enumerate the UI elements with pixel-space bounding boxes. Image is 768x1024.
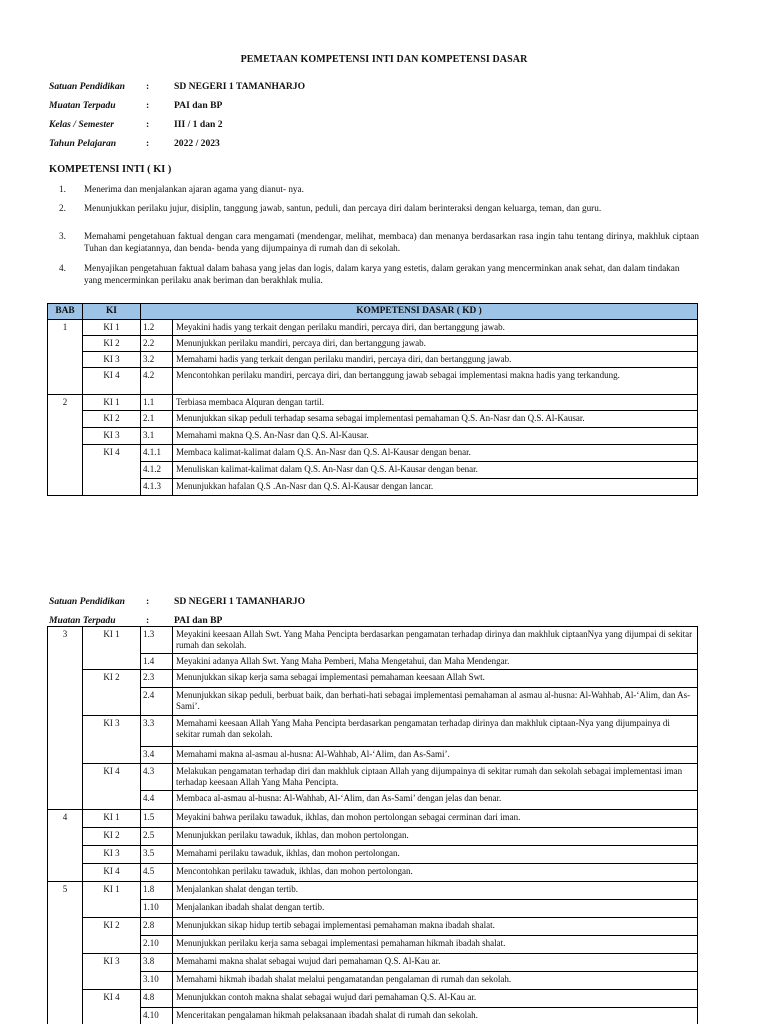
kd-number: 4.3 (141, 764, 173, 791)
ki-text: Menunjukkan perilaku jujur, disiplin, tanggung jawab, santun, peduli, dan percaya diri dalam berinteraksi dengan keluarga, teman, dan guru. (84, 203, 602, 213)
ki-cell: KI 2 (83, 670, 141, 716)
kd-text: Menjalankan ibadah shalat dengan tertib. (173, 900, 698, 918)
kd-number: 1.8 (141, 882, 173, 900)
ki-cell: KI 3 (83, 428, 141, 445)
ki-cell: KI 4 (83, 864, 141, 882)
kd-text: Menunjukkan sikap peduli, berbuat baik, dan berhati-hati sebagai implementasi pemahaman al asmau al-husna: Al-Wahhab, Al-‘Alim, dan As-Sami’. (173, 688, 698, 716)
ki-cell: KI 1 (83, 810, 141, 828)
kd-number: 2.8 (141, 918, 173, 936)
info-value: SD NEGERI 1 TAMANHARJO (174, 81, 306, 92)
ki-number: 2. (59, 203, 66, 213)
table-row (48, 918, 698, 936)
ki-cell: KI 3 (83, 352, 141, 368)
kd-number: 4.1.1 (141, 445, 173, 462)
table-row (48, 320, 698, 336)
ki-cell: KI 1 (83, 395, 141, 411)
kd-text: Menunjukkan hafalan Q.S .An-Nasr dan Q.S. Al-Kausar dengan lancar. (173, 479, 698, 496)
table-row (48, 428, 698, 445)
table-row (48, 747, 698, 764)
table-row (48, 336, 698, 352)
table-row (48, 810, 698, 828)
ki-cell: KI 4 (83, 445, 141, 496)
ki-cell: KI 2 (83, 336, 141, 352)
info-value: PAI dan BP (174, 615, 223, 626)
table-row (48, 395, 698, 411)
kd-text: Meyakini hadis yang terkait dengan perilaku mandiri, percaya diri, dan bertanggung jawab. (173, 320, 698, 336)
ki-cell: KI 1 (83, 320, 141, 336)
info-colon: : (146, 100, 150, 111)
ki-item (59, 202, 699, 230)
ki-text: Memahami pengetahuan faktual dengan cara mengamati (mendengar, melihat, membaca) dan menanya berdasarkan rasa ingin tahu tentang dirinya, makhluk ciptaan Tuhan dan kegiatannya, dan benda- benda yang dijumpainya di rumah dan di sekolah. (84, 231, 699, 253)
info-row-class (49, 119, 305, 138)
ki-cell: KI 2 (83, 918, 141, 954)
info-block-1 (49, 81, 305, 157)
table-row (48, 882, 698, 900)
kd-number: 4.4 (141, 791, 173, 810)
kd-text: Menunjukkan sikap kerja sama sebagai implementasi pemahaman keesaan Allah Swt. (173, 670, 698, 688)
kd-number: 4.2 (141, 368, 173, 395)
kd-text: Menjalankan shalat dengan tertib. (173, 882, 698, 900)
table-row (48, 972, 698, 990)
ki-cell: KI 4 (83, 764, 141, 810)
kd-text: Meyakini adanya Allah Swt. Yang Maha Pemberi, Maha Mengetahui, dan Maha Mendengar. (173, 654, 698, 670)
info-colon: : (146, 596, 150, 607)
table-row (48, 990, 698, 1008)
info-value: 2022 / 2023 (174, 138, 220, 149)
table-row (48, 654, 698, 670)
table-row (48, 716, 698, 747)
table-row (48, 954, 698, 972)
table-row (48, 864, 698, 882)
info-label: Tahun Pelajaran (49, 138, 117, 149)
ki-cell: KI 3 (83, 954, 141, 990)
kd-text: Menunjukkan perilaku mandiri, percaya diri, dan bertanggung jawab. (173, 336, 698, 352)
bab-cell: 2 (48, 395, 83, 496)
kd-number: 1.1 (141, 395, 173, 411)
bab-cell: 5 (48, 882, 83, 1024)
table-row (48, 846, 698, 864)
kd-number: 2.2 (141, 336, 173, 352)
ki-cell: KI 4 (83, 990, 141, 1024)
kd-text: Melakukan pengamatan terhadap diri dan makhluk ciptaan Allah yang dijumpainya di sekitar rumah dan sekolah sebagai implementasi iman terhadap keesaan Allah Yang Maha Pencipta. (173, 764, 698, 791)
kd-number: 4.10 (141, 1008, 173, 1024)
ki-cell: KI 3 (83, 846, 141, 864)
page-title: PEMETAAN KOMPETENSI INTI DAN KOMPETENSI DASAR (240, 54, 528, 65)
table-row (48, 445, 698, 462)
ki-text: Menerima dan menjalankan ajaran agama yang dianut- nya. (84, 184, 304, 194)
kd-table-1 (47, 303, 698, 496)
table-row (48, 688, 698, 716)
table-row (48, 627, 698, 654)
ki-number: 4. (59, 263, 66, 273)
table-row (48, 1008, 698, 1024)
kd-text: Membaca kalimat-kalimat dalam Q.S. An-Nasr dan Q.S. Al-Kausar dengan benar. (173, 445, 698, 462)
ki-heading: KOMPETENSI INTI ( KI ) (49, 164, 172, 175)
kd-text: Menunjukkan perilaku kerja sama sebagai implementasi pemahaman hikmah ibadah shalat. (173, 936, 698, 954)
kd-number: 3.10 (141, 972, 173, 990)
info-row-school (49, 81, 305, 100)
kd-number: 2.5 (141, 828, 173, 846)
table-row (48, 828, 698, 846)
table-row (48, 764, 698, 791)
ki-cell: KI 4 (83, 368, 141, 395)
kd-text: Menunjukkan sikap peduli terhadap sesama sebagai implementasi pemahaman Q.S. An-Nasr dan Q.S. Al-Kausar. (173, 411, 698, 428)
bab-cell: 3 (48, 627, 83, 810)
kd-text: Memahami perilaku tawaduk, ikhlas, dan mohon pertolongan. (173, 846, 698, 864)
ki-cell: KI 3 (83, 716, 141, 764)
kd-text: Mencontohkan perilaku mandiri, percaya diri, dan bertanggung jawab sebagai implementasi makna hadis yang terkandung. (173, 368, 698, 395)
kd-text: Memahami keesaan Allah Yang Maha Pencipta berdasarkan pengamatan terhadap dirinya dan makhluk ciptaan-Nya yang dijumpainya di sekitar rumah dan sekolah. (173, 716, 698, 747)
kd-number: 2.4 (141, 688, 173, 716)
kd-table-2 (47, 626, 698, 1024)
kd-text: Memahami makna Q.S. An-Nasr dan Q.S. Al-Kausar. (173, 428, 698, 445)
ki-cell: KI 2 (83, 828, 141, 846)
info-colon: : (146, 81, 150, 92)
info-colon: : (146, 615, 150, 626)
table-row (48, 791, 698, 810)
kd-text: Menuliskan kalimat-kalimat dalam Q.S. An-Nasr dan Q.S. Al-Kausar dengan benar. (173, 462, 698, 479)
bab-cell: 4 (48, 810, 83, 882)
info-row-subject (49, 100, 305, 119)
ki-cell: KI 1 (83, 882, 141, 918)
kd-number: 3.5 (141, 846, 173, 864)
kd-text: Memahami hadis yang terkait dengan perilaku mandiri, percaya diri, dan bertanggung jawab. (173, 352, 698, 368)
kd-text: Membaca al-asmau al-husna: Al-Wahhab, Al-‘Alim, dan As-Sami’ dengan jelas dan benar. (173, 791, 698, 810)
info-label: Kelas / Semester (49, 119, 115, 130)
info-label: Muatan Terpadu (49, 615, 116, 626)
table-row (48, 368, 698, 395)
header-bab: BAB (48, 304, 83, 320)
ki-item (59, 230, 699, 262)
info-label: Satuan Pendidikan (49, 596, 125, 607)
info-value: PAI dan BP (174, 100, 223, 111)
kd-number: 4.1.2 (141, 462, 173, 479)
table-row (48, 936, 698, 954)
kd-number: 2.3 (141, 670, 173, 688)
ki-number: 1. (59, 184, 66, 194)
kd-number: 2.10 (141, 936, 173, 954)
kd-text: Mencontohkan perilaku tawaduk, ikhlas, dan mohon pertolongan. (173, 864, 698, 882)
info-value: SD NEGERI 1 TAMANHARJO (174, 596, 306, 607)
info-label: Satuan Pendidikan (49, 81, 125, 92)
kd-number: 3.1 (141, 428, 173, 445)
kd-number: 1.5 (141, 810, 173, 828)
ki-number: 3. (59, 231, 66, 241)
ki-list (59, 183, 699, 290)
kd-number: 2.1 (141, 411, 173, 428)
kd-number: 4.5 (141, 864, 173, 882)
table-row (48, 479, 698, 496)
header-kd: KOMPETENSI DASAR ( KD ) (141, 304, 698, 320)
kd-text: Memahami makna al-asmau al-husna: Al-Wahhab, Al-‘Alim, dan As-Sami’. (173, 747, 698, 764)
info-colon: : (146, 138, 150, 149)
table-row (48, 411, 698, 428)
kd-text: Meyakini keesaan Allah Swt. Yang Maha Pencipta berdasarkan pengamatan terhadap dirinya dan makhluk ciptaanNya yang dijumpai di sekitar rumah dan sekolah. (173, 627, 698, 654)
kd-text: Terbiasa membaca Alquran dengan tartil. (173, 395, 698, 411)
kd-text: Menunjukkan perilaku tawaduk, ikhlas, dan mohon pertolongan. (173, 828, 698, 846)
kd-number: 1.2 (141, 320, 173, 336)
info-row-year (49, 138, 305, 157)
table-row (48, 670, 698, 688)
info-label: Muatan Terpadu (49, 100, 116, 111)
ki-cell: KI 1 (83, 627, 141, 670)
table-row (48, 352, 698, 368)
info-row-school (49, 596, 305, 615)
kd-number: 4.8 (141, 990, 173, 1008)
table-row (48, 900, 698, 918)
kd-number: 3.8 (141, 954, 173, 972)
kd-number: 1.10 (141, 900, 173, 918)
kd-number: 1.3 (141, 627, 173, 654)
header-ki: KI (83, 304, 141, 320)
ki-item (59, 183, 699, 202)
info-colon: : (146, 119, 150, 130)
kd-number: 4.1.3 (141, 479, 173, 496)
kd-text: Menceritakan pengalaman hikmah pelaksanaan ibadah shalat di rumah dan sekolah. (173, 1008, 698, 1024)
kd-text: Menunjukkan sikap hidup tertib sebagai implementasi pemahaman makna ibadah shalat. (173, 918, 698, 936)
ki-text: Menyajikan pengetahuan faktual dalam bahasa yang jelas dan logis, dalam karya yang estetis, dalam gerakan yang mencerminkan anak sehat, dan dalam tindakan yang mencerminkan perilaku anak beriman dan berakhlak mulia. (84, 263, 680, 285)
kd-number: 3.3 (141, 716, 173, 747)
table-row (48, 462, 698, 479)
kd-number: 3.4 (141, 747, 173, 764)
kd-text: Menunjukkan contoh makna shalat sebagai wujud dari pemahaman Q.S. Al-Kau ar. (173, 990, 698, 1008)
kd-text: Memahami makna shalat sebagai wujud dari pemahaman Q.S. Al-Kau ar. (173, 954, 698, 972)
kd-text: Memahami hikmah ibadah shalat melalui pengamatandan pengalaman di rumah dan sekolah. (173, 972, 698, 990)
info-value: III / 1 dan 2 (174, 119, 223, 130)
kd-text: Meyakini bahwa perilaku tawaduk, ikhlas, dan mohon pertolongan sebagai cerminan dari iman. (173, 810, 698, 828)
ki-item (59, 262, 699, 290)
kd-number: 1.4 (141, 654, 173, 670)
ki-cell: KI 2 (83, 411, 141, 428)
bab-cell: 1 (48, 320, 83, 395)
kd-number: 3.2 (141, 352, 173, 368)
